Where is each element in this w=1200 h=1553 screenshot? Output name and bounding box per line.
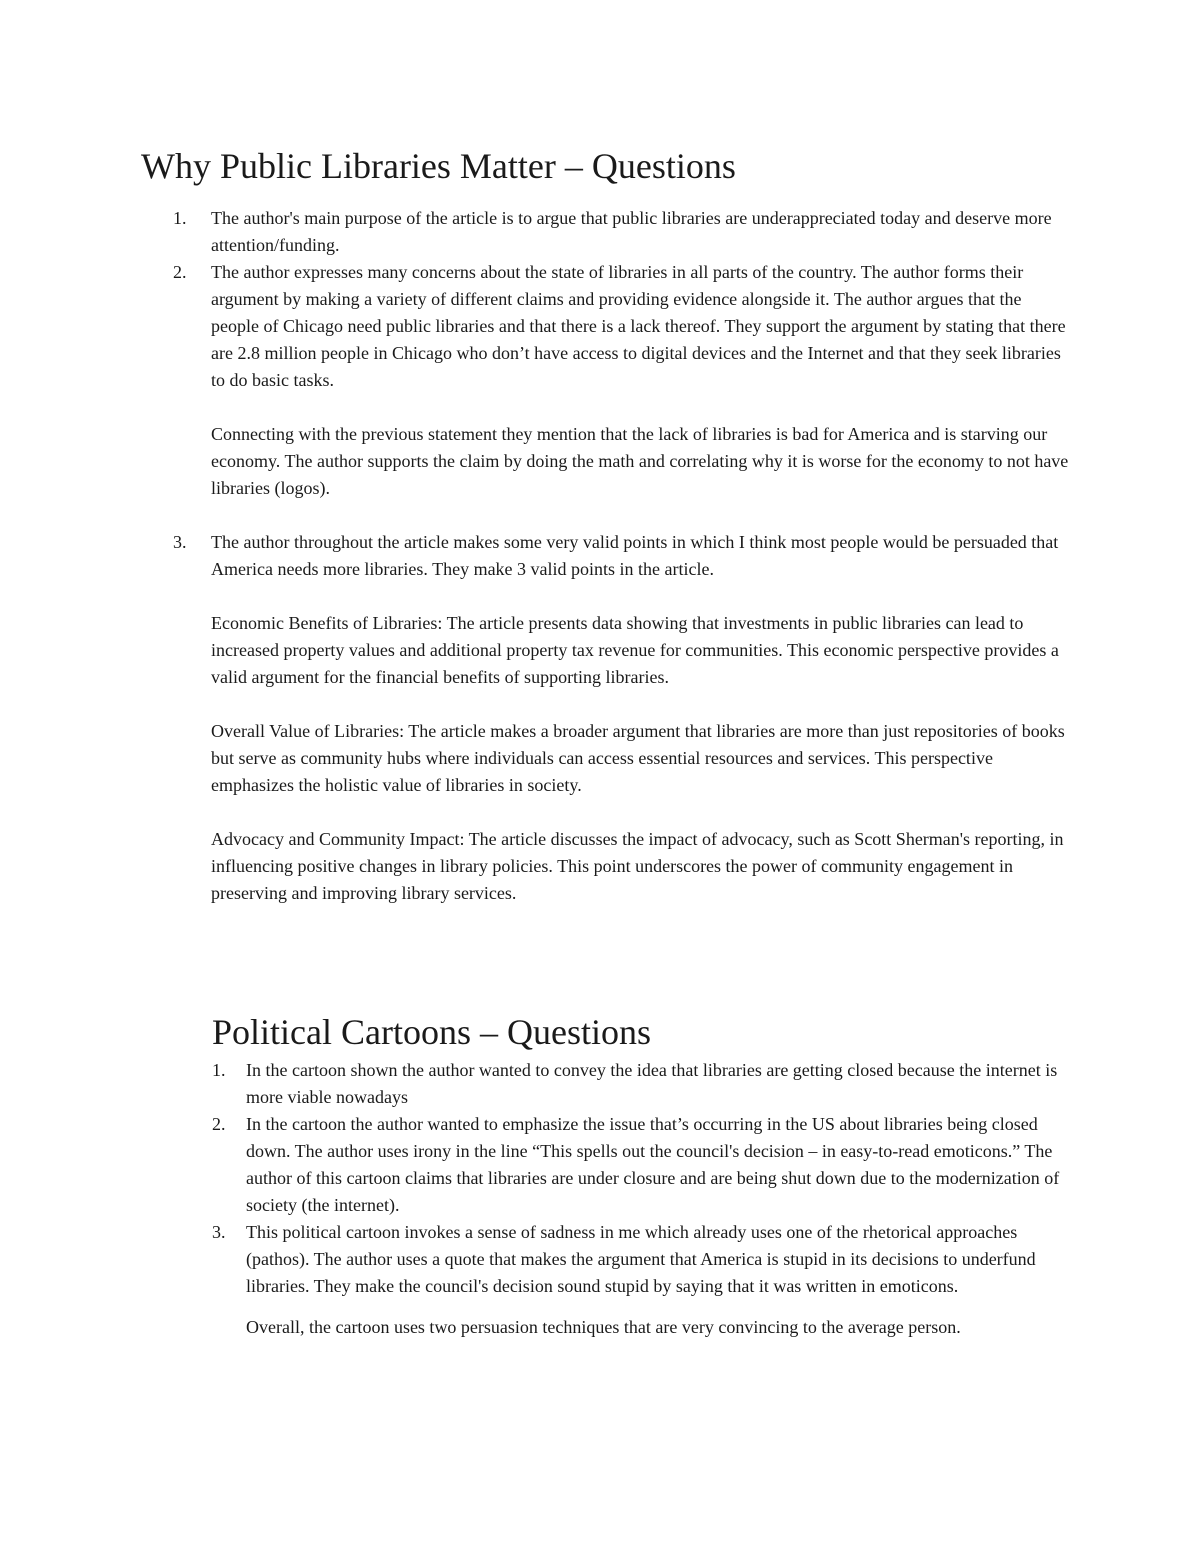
answer-paragraph: Overall Value of Libraries: The article makes a broader argument that libraries are more than just repositories of books but serve as community hubs where individuals can access essential resources and services. This perspective emphasizes the holistic value of libraries in society. <box>211 721 1065 795</box>
answer-paragraph: Connecting with the previous statement they mention that the lack of libraries is bad for America and is starving our economy. The author supports the claim by doing the math and correlating why it is worse for the economy to not have libraries (logos). <box>211 424 1069 498</box>
answer-paragraph: In the cartoon shown the author wanted to convey the idea that libraries are getting closed because the internet is more viable nowadays <box>246 1060 1058 1107</box>
item-number: 1. <box>212 1060 226 1080</box>
section-title-political-cartoons: Political Cartoons – Questions <box>212 1012 651 1052</box>
item-number: 2. <box>173 262 187 282</box>
political-cartoons-question-list <box>212 1057 1072 1341</box>
answer-paragraph: Economic Benefits of Libraries: The article presents data showing that investments in public libraries can lead to increased property values and additional property tax revenue for communities. This economic perspective provides a valid argument for the financial benefits of supporting libraries. <box>211 613 1059 687</box>
list-item <box>173 529 1073 907</box>
answer-paragraph: The author's main purpose of the article is to argue that public libraries are underappreciated today and deserve more attention/funding. <box>211 208 1052 255</box>
answer-paragraph: In the cartoon the author wanted to emphasize the issue that’s occurring in the US about libraries being closed down. The author uses irony in the line “This spells out the council's decision – in easy-to-read emoticons.” The author of this cartoon claims that libraries are under closure and are being shut down due to the modernization of society (the internet). <box>246 1114 1060 1215</box>
public-libraries-question-list <box>173 205 1073 907</box>
item-number: 3. <box>173 532 187 552</box>
list-item <box>212 1057 1072 1111</box>
item-number: 3. <box>212 1222 226 1242</box>
answer-paragraph: Advocacy and Community Impact: The article discusses the impact of advocacy, such as Scott Sherman's reporting, in influencing positive changes in library policies. This point underscores the power of community engagement in preserving and improving library services. <box>211 829 1064 903</box>
answer-paragraph: The author throughout the article makes some very valid points in which I think most people would be persuaded that America needs more libraries. They make 3 valid points in the article. <box>211 532 1059 579</box>
item-number: 2. <box>212 1114 226 1134</box>
answer-paragraph: This political cartoon invokes a sense of sadness in me which already uses one of the rhetorical approaches (pathos). The author uses a quote that makes the argument that America is stupid in its decisions to underfund libraries. They make the council's decision sound stupid by saying that it was written in emoticons. <box>246 1222 1036 1296</box>
list-item <box>212 1111 1072 1219</box>
section-title-public-libraries: Why Public Libraries Matter – Questions <box>141 146 736 186</box>
item-number: 1. <box>173 208 187 228</box>
answer-paragraph: The author expresses many concerns about the state of libraries in all parts of the country. The author forms their argument by making a variety of different claims and providing evidence alongside it. The author argues that the people of Chicago need public libraries and that there is a lack thereof. They support the argument by stating that there are 2.8 million people in Chicago who don’t have access to digital devices and the Internet and that they seek libraries to do basic tasks. <box>211 262 1066 390</box>
list-item <box>173 259 1073 502</box>
list-item <box>173 205 1073 259</box>
list-item <box>212 1219 1072 1341</box>
answer-paragraph: Overall, the cartoon uses two persuasion techniques that are very convincing to the average person. <box>246 1317 961 1337</box>
